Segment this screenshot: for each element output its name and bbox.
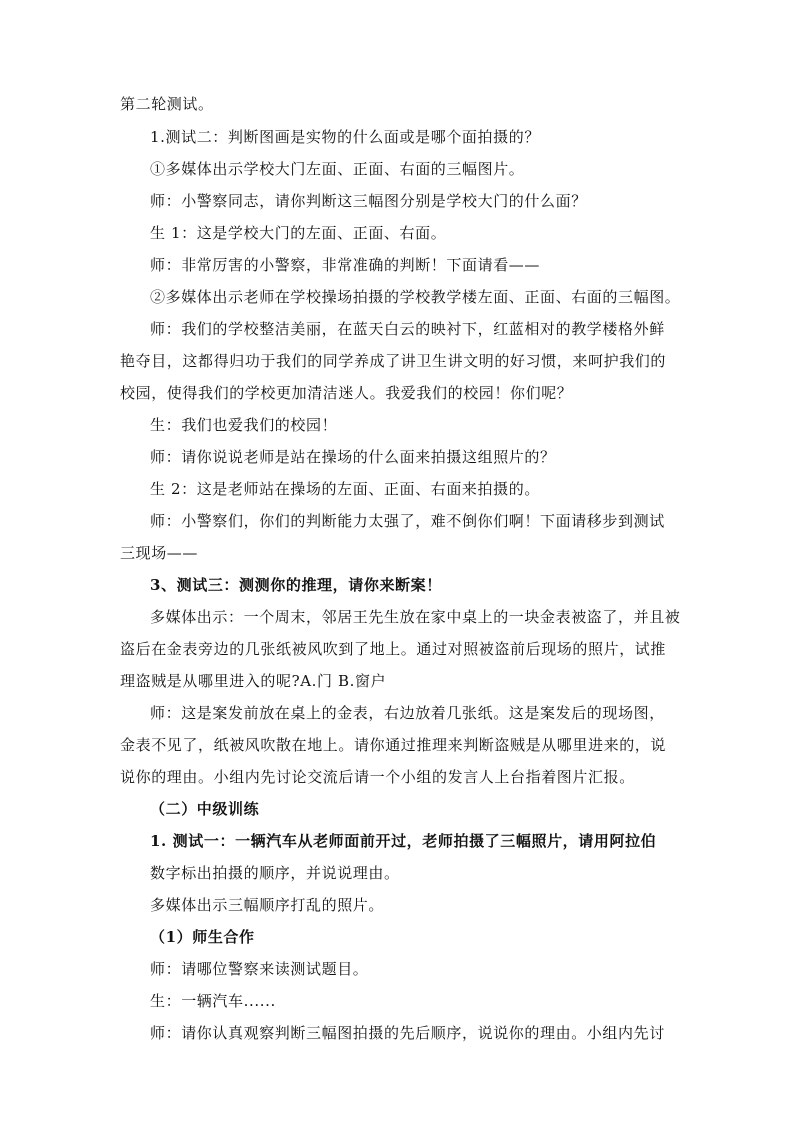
text-line: 生：我们也爱我们的校园！ [150,416,338,434]
section-heading: 3、测试三：测测你的推理，请你来断案！ [150,576,442,594]
text-line: 艳夺目，这都得归功于我们的同学养成了讲卫生讲文明的好习惯，来呵护我们的 [120,352,667,370]
text-line: 生 1：这是学校大门的左面、正面、右面。 [150,224,447,242]
text-line: 师：非常厉害的小警察，非常准确的判断！下面请看—— [150,256,541,274]
text-line: 师：我们的学校整洁美丽，在蓝天白云的映衬下，红蓝相对的教学楼格外鲜 [150,320,665,338]
section-heading: （二）中级训练 [150,800,260,818]
text-line: ②多媒体出示老师在学校操场拍摄的学校教学楼左面、正面、右面的三幅图。 [150,288,681,306]
section-heading: 1. 测试一：一辆汽车从老师面前开过，老师拍摄了三幅照片，请用阿拉伯 [150,832,657,850]
text-line: 师：这是案发前放在桌上的金表，右边放着几张纸。这是案发后的现场图， [150,704,665,722]
text-line: 三现场—— [120,544,199,562]
text-line: 生：一辆汽车...... [150,992,276,1010]
section-heading: （1）师生合作 [150,928,255,946]
text-line: 师：小警察同志，请你判断这三幅图分别是学校大门的什么面？ [150,192,587,210]
text-line: 盗后在金表旁边的几张纸被风吹到了地上。通过对照被盗前后现场的照片，试推 [120,640,667,658]
text-line: ①多媒体出示学校大门左面、正面、右面的三幅图片。 [150,160,525,178]
text-line: 金表不见了，纸被风吹散在地上。请你通过推理来判断盗贼是从哪里进来的，说 [120,736,667,754]
text-line: 多媒体出示：一个周末，邻居王先生放在家中桌上的一块金表被盗了，并且被 [150,608,681,626]
text-line: 生 2：这是老师站在操场的左面、正面、右面来拍摄的。 [150,480,540,498]
text-line: 理盗贼是从哪里进入的呢?A.门 B.窗户 [120,672,387,690]
text-line: 数字标出拍摄的顺序，并说说理由。 [150,864,400,882]
text-line: 第二轮测试。 [120,95,214,113]
text-line: 师：小警察们，你们的判断能力太强了，难不倒你们啊！下面请移步到测试 [150,512,665,530]
text-line: 师：请你认真观察判断三幅图拍摄的先后顺序，说说你的理由。小组内先讨 [150,1024,665,1042]
text-line: 校园，使得我们的学校更加清洁迷人。我爱我们的校园！你们呢？ [120,384,573,402]
text-line: 说你的理由。小组内先讨论交流后请一个小组的发言人上台指着图片汇报。 [120,768,635,786]
text-line: 师：请你说说老师是站在操场的什么面来拍摄这组照片的？ [150,448,556,466]
text-line: 多媒体出示三幅顺序打乱的照片。 [150,896,385,914]
section-heading: 1.测试二：判断图画是实物的什么面或是哪个面拍摄的？ [150,128,540,146]
text-line: 师：请哪位警察来读测试题目。 [150,960,369,978]
